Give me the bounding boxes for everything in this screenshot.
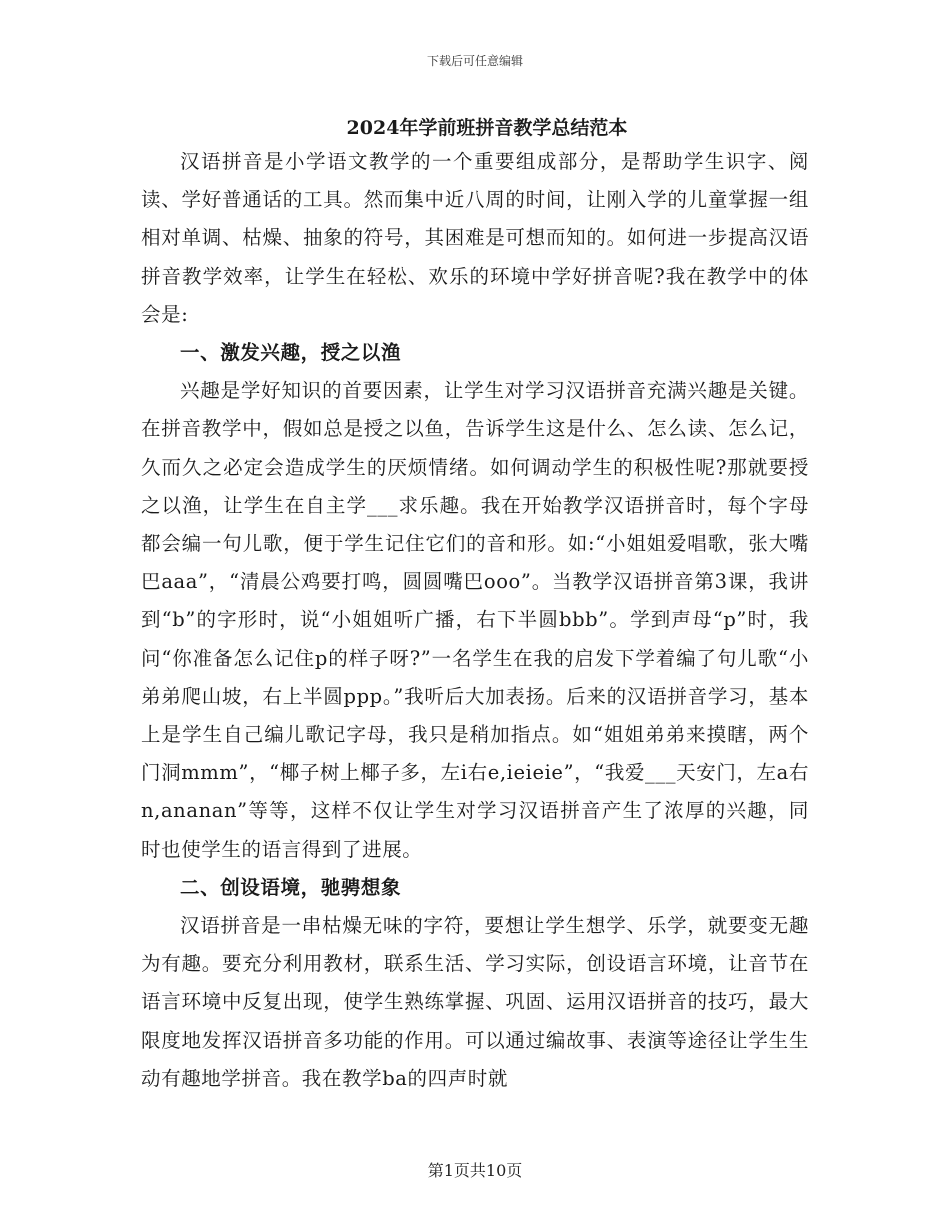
section-body-2: 汉语拼音是一串枯燥无味的字符，要想让学生想学、乐学，就要变无趣为有趣。要充分利用教材，联系生活、学习实际，创设语言环境，让音节在语言环境中反复出现，使学生熟练掌握、巩固、运用汉语拼音的技巧，最大限度地发挥汉语拼音多功能的作用。可以通过编故事、表演等途径让学生生动有趣地学拼音。我在教学ba的四声时就	[141, 914, 809, 1090]
section-body-1: 兴趣是学好知识的首要因素，让学生对学习汉语拼音充满兴趣是关键。在拼音教学中，假如总是授之以鱼，告诉学生这是什么、怎么读、怎么记，久而久之必定会造成学生的厌烦情绪。如何调动学生的积极性呢?那就要授之以渔，让学生在自主学___求乐趣。我在开始教学汉语拼音时，每个字母都会编一句儿歌，便于学生记住它们的音和形。如:“小姐姐爱唱歌，张大嘴巴aaa”，“清晨公鸡要打鸣，圆圆嘴巴ooo”。当教学汉语拼音第3课，我讲到“b”的字形时，说“小姐姐听广播，右下半圆bbb”。学到声母“p”时，我问“你准备怎么记住p的样子呀?”一名学生在我的启发下学着编了句儿歌“小弟弟爬山坡，右上半圆ppp。”我听后大加表扬。后来的汉语拼音学习，基本上是学生自己编儿歌记字母，我只是稍加指点。如“姐姐弟弟来摸瞎，两个门洞mmm”，“椰子树上椰子多，左i右e,ieieie”，“我爱___天安门，左a右n,ananan”等等，这样不仅让学生对学习汉语拼音产生了浓厚的兴趣，同时也使学生的语言得到了进展。	[141, 379, 809, 861]
intro-paragraph: 汉语拼音是小学语文教学的一个重要组成部分，是帮助学生识字、阅读、学好普通话的工具。然而集中近八周的时间，让刚入学的儿童掌握一组相对单调、枯燥、抽象的符号，其困难是可想而知的。如何进一步提高汉语拼音教学效率，让学生在轻松、欢乐的环境中学好拼音呢?我在教学中的体会是:	[141, 150, 809, 326]
section-heading-1: 一、激发兴趣，授之以渔	[180, 341, 402, 365]
page-header-note: 下载后可任意编辑	[426, 54, 523, 68]
page-number: 第1页共10页	[427, 1161, 523, 1180]
section-heading-2: 二、创设语境，驰骋想象	[180, 875, 402, 899]
document-title: 2024年学前班拼音教学总结范本	[346, 117, 628, 139]
document-body	[141, 113, 809, 1098]
